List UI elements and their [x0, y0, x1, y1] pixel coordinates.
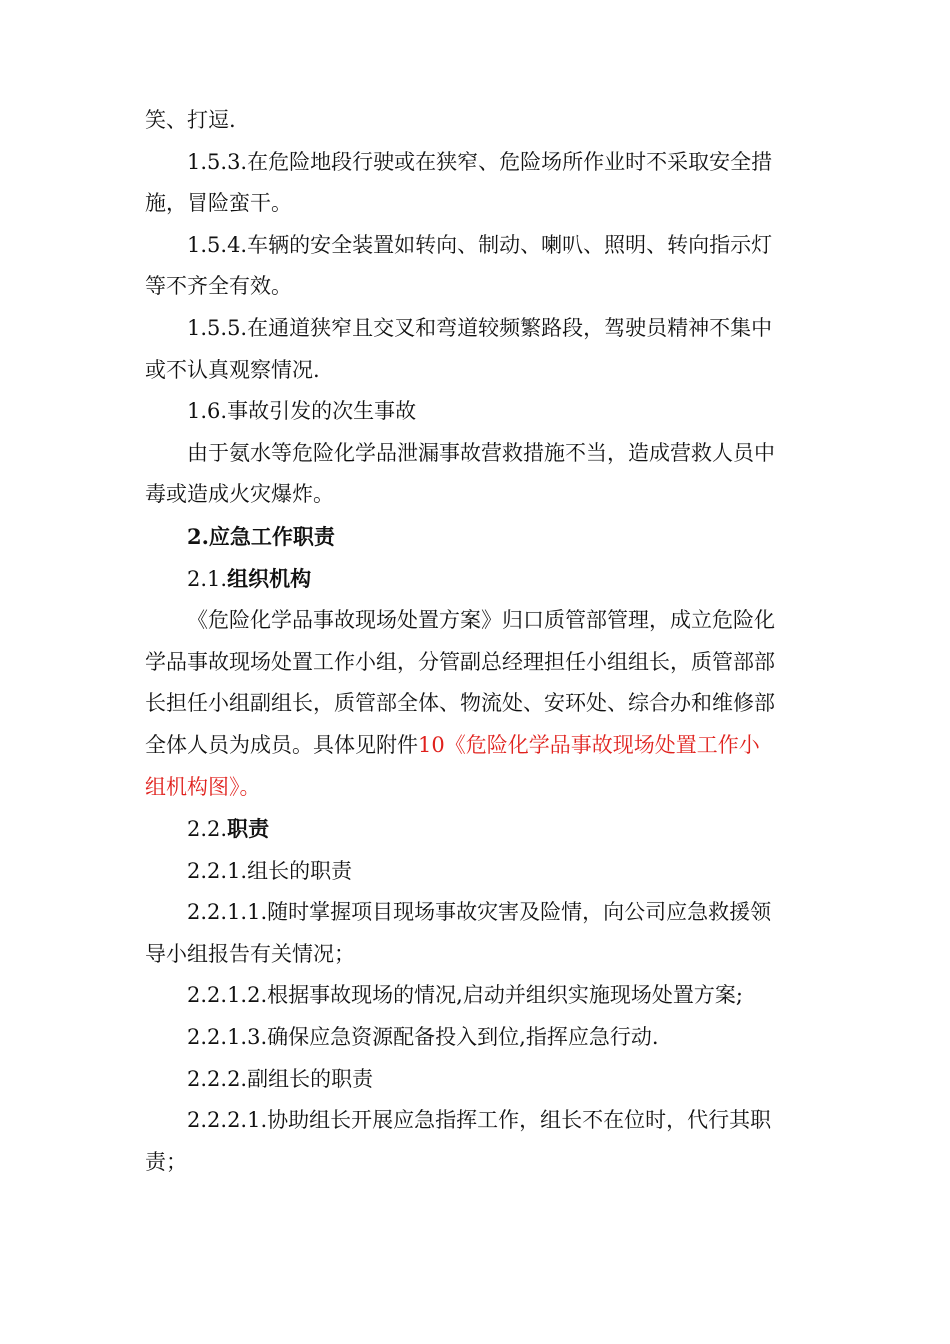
text-line: 《危险化学品事故现场处置方案》归口质管部管理，成立危险化	[187, 608, 775, 633]
text-line: 导小组报告有关情况；	[145, 941, 355, 966]
text-line: 责；	[145, 1149, 187, 1174]
text-line: 1.6.事故引发的次生事故	[187, 399, 417, 424]
heading-title: 职责	[227, 816, 270, 842]
text-line: 等不齐全有效。	[145, 274, 292, 299]
attachment-reference: 组机构图》。	[145, 774, 261, 799]
text-segment: 全体人员为成员。具体见附件	[145, 732, 418, 757]
text-line: 1.5.5.在通道狭窄且交叉和弯道较频繁路段，驾驶员精神不集中	[187, 315, 773, 340]
text-line: 2.2.2.副组长的职责	[187, 1066, 374, 1091]
text-line: 2.2.1.1.随时掌握项目现场事故灾害及险情，向公司应急救援领	[187, 900, 772, 925]
text-line: 毒或造成火灾爆炸。	[145, 482, 334, 507]
section-heading-2: 2.应急工作职责	[187, 523, 335, 549]
text-line: 1.5.4.车辆的安全装置如转向、制动、喇叭、照明、转向指示灯	[187, 232, 773, 257]
text-line: 长担任小组副组长，质管部全体、物流处、安环处、综合办和维修部	[145, 691, 775, 716]
attachment-reference: 10《危险化学品事故现场处置工作小	[418, 732, 760, 757]
text-line: 学品事故现场处置工作小组，分管副总经理担任小组组长，质管部部	[145, 649, 775, 674]
text-line: 2.2.2.1.协助组长开展应急指挥工作，组长不在位时，代行其职	[187, 1108, 772, 1133]
text-line	[145, 725, 817, 767]
text-line: 或不认真观察情况.	[145, 357, 320, 382]
document-page	[145, 100, 817, 1183]
text-line: 1.5.3.在危险地段行驶或在狭窄、危险场所作业时不采取安全措	[187, 149, 773, 174]
section-heading-2-1	[145, 558, 817, 601]
text-line: 施，冒险蛮干。	[145, 191, 292, 216]
section-heading-2-2	[145, 808, 817, 851]
heading-number: 2.2.	[187, 817, 228, 842]
heading-title: 组织机构	[227, 565, 312, 591]
text-line: 2.2.1.组长的职责	[187, 858, 353, 883]
text-line: 2.2.1.2.根据事故现场的情况,启动并组织实施现场处置方案;	[187, 983, 743, 1008]
heading-number: 2.1.	[187, 566, 228, 591]
text-line: 由于氨水等危险化学品泄漏事故营救措施不当，造成营救人员中	[187, 440, 775, 465]
text-line: 笑、打逗.	[145, 108, 236, 132]
text-line: 2.2.1.3.确保应急资源配备投入到位,指挥应急行动.	[187, 1025, 659, 1050]
